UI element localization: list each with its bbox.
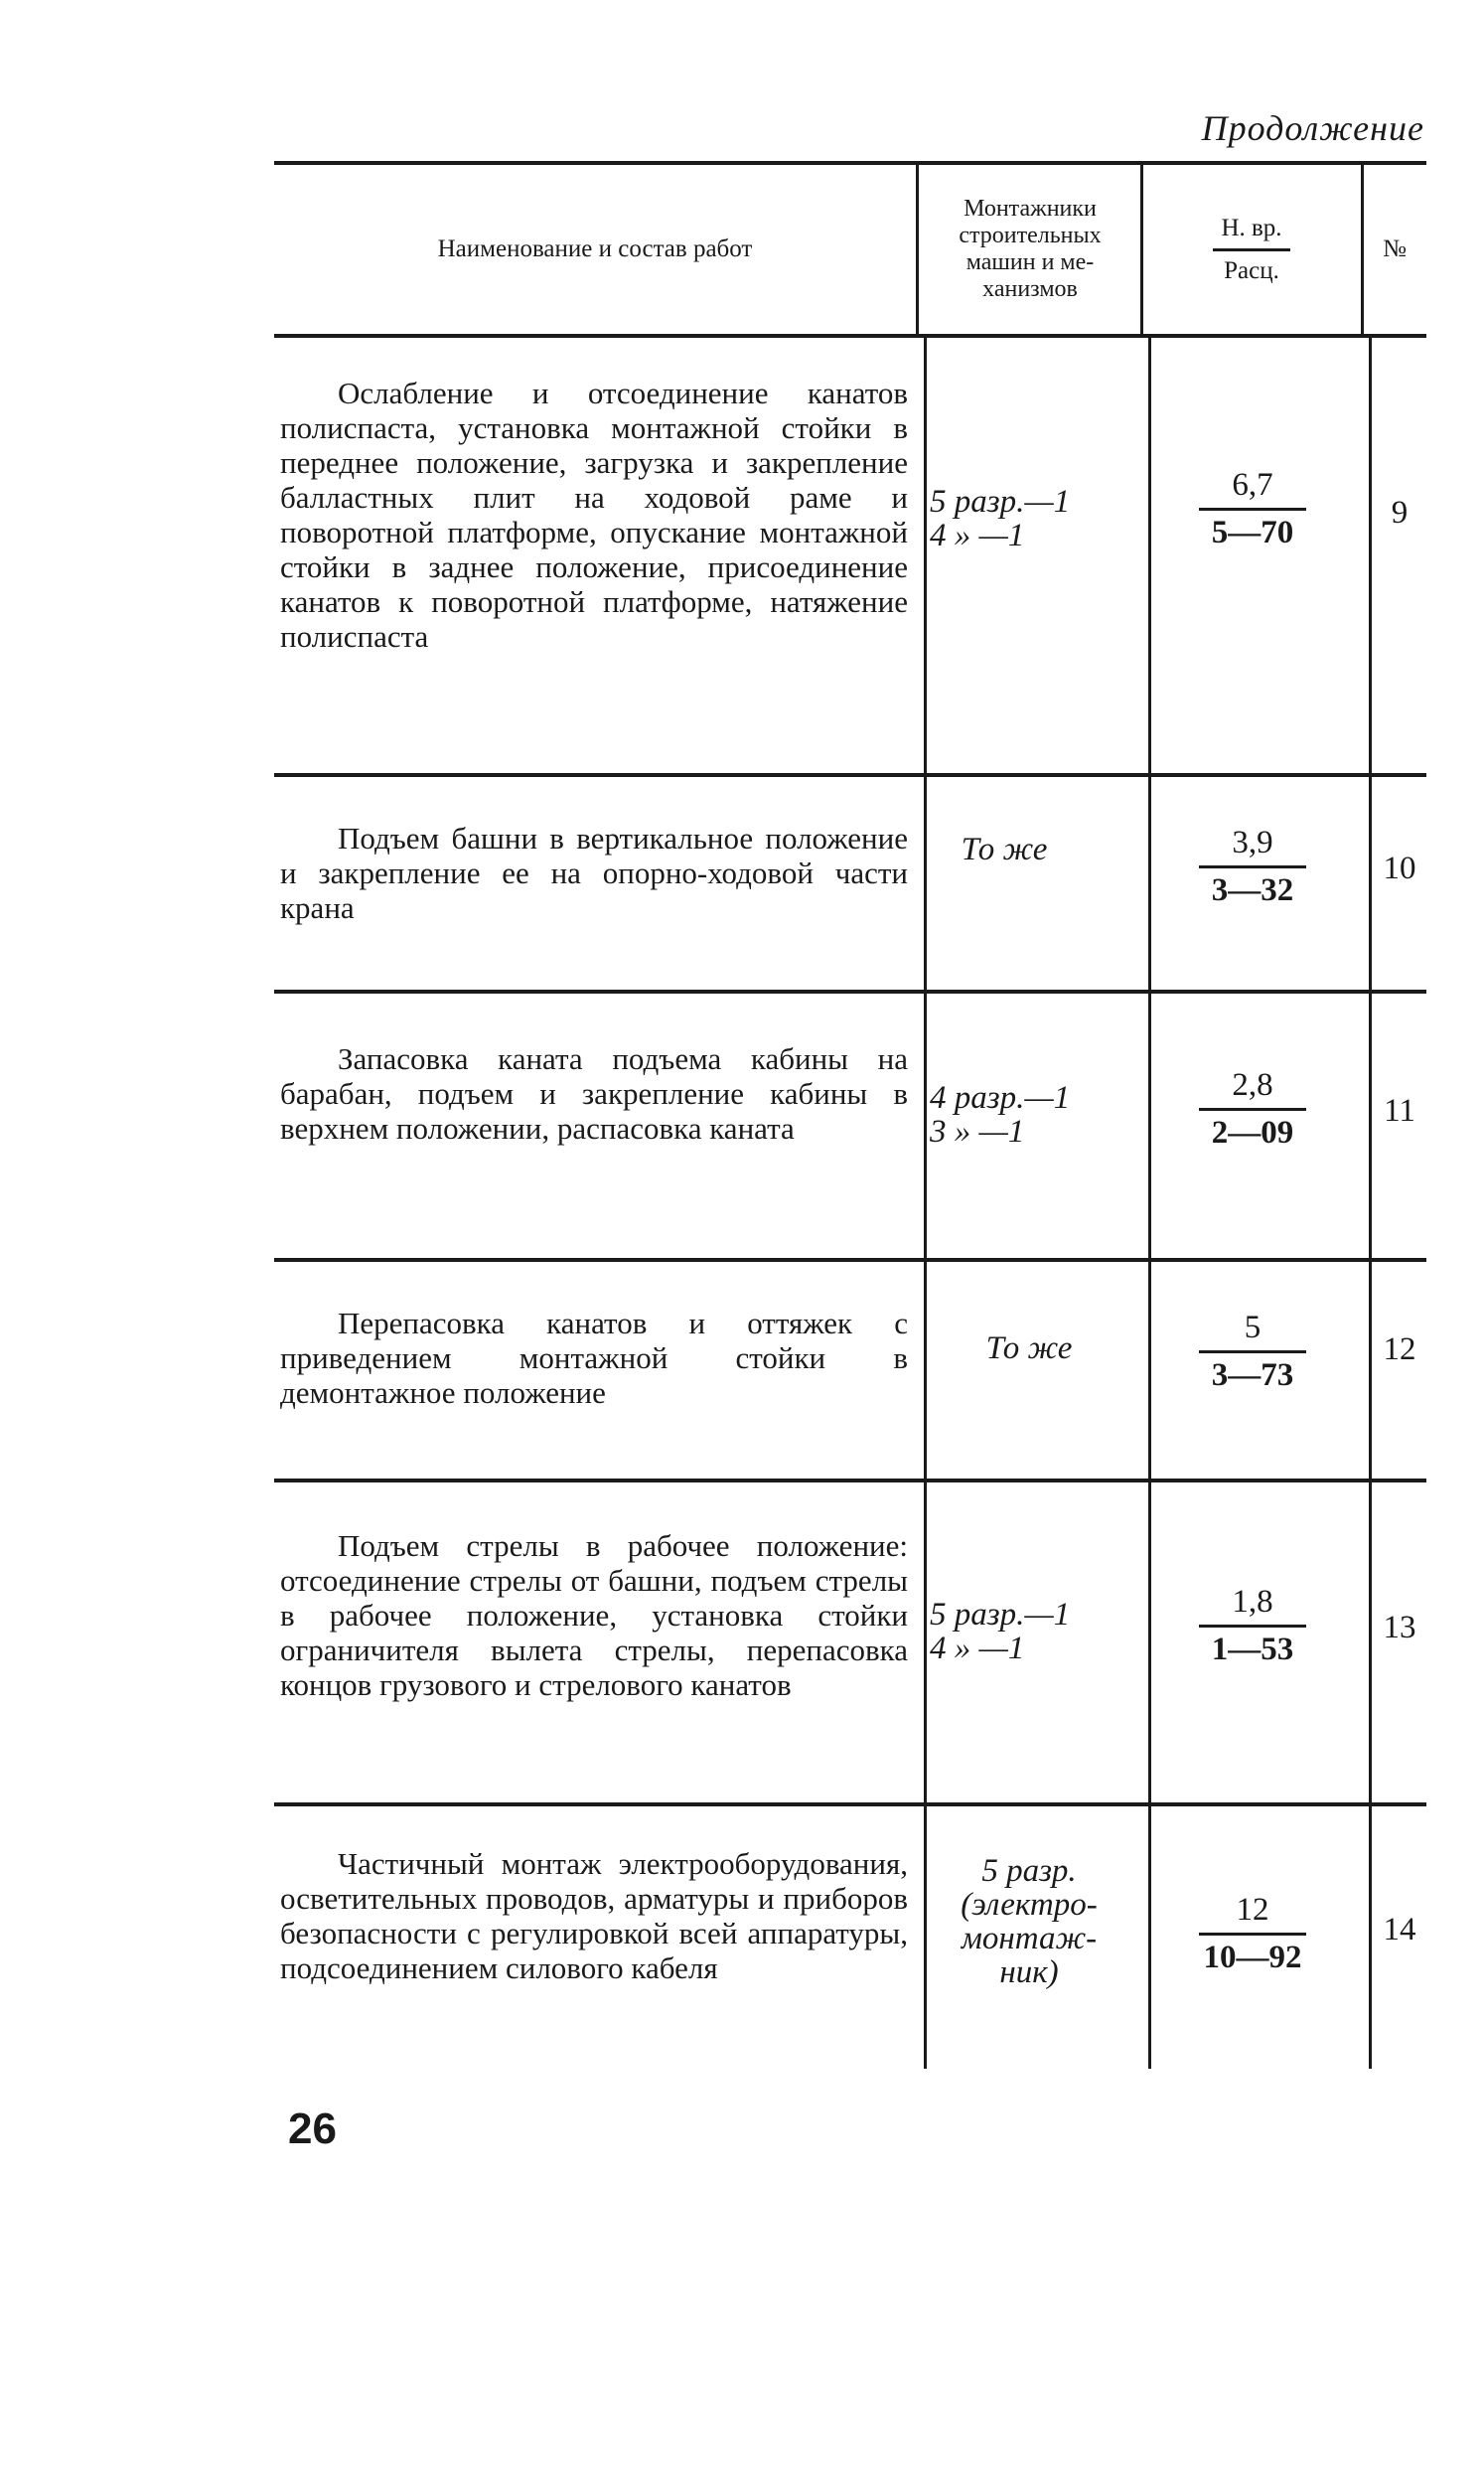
norm-time: 2,8 — [1199, 1067, 1306, 1111]
row-separator — [274, 1479, 1426, 1482]
row-number: 13 — [1383, 1610, 1416, 1645]
column-divider — [924, 338, 927, 2069]
norm-fraction — [1168, 1584, 1337, 1668]
column-header-norm-rate: Расц. — [1224, 256, 1279, 284]
work-description: Запасовка каната подъема кабины на барабан, подъем и закрепление кабины в верхнем положении, распасовка каната — [280, 1041, 908, 1146]
column-header-norm — [1144, 169, 1359, 330]
work-description: Частичный монтаж электрооборудования, осветительных проводов, арматуры и приборов безопасности с регулировкой всей аппаратуры, подсоединением силового кабеля — [280, 1846, 908, 1985]
work-description: Подъем башни в вертикальное положение и закрепление ее на опорно-ходовой части крана — [280, 821, 908, 925]
norm-rate: 10—92 — [1203, 1940, 1302, 1975]
norm-fraction — [1168, 1892, 1337, 1976]
norm-time: 12 — [1199, 1892, 1306, 1936]
header-divider — [1361, 165, 1364, 334]
row-separator — [274, 990, 1426, 994]
column-header-number: № — [1383, 235, 1407, 262]
row-number: 12 — [1383, 1331, 1416, 1367]
workers-grade: 5 разр.—1 4 » —1 — [930, 484, 1071, 553]
norm-rate: 3—32 — [1211, 872, 1294, 908]
norm-rate: 5—70 — [1211, 515, 1294, 550]
norm-time: 6,7 — [1199, 467, 1306, 511]
row-number: 14 — [1383, 1912, 1416, 1947]
row-number: 10 — [1383, 851, 1416, 886]
header-divider — [916, 165, 919, 334]
header-bottom-rule — [274, 334, 1426, 338]
row-separator — [274, 1258, 1426, 1262]
column-header-norm-time: Н. вр. — [1213, 215, 1289, 251]
row-separator — [274, 773, 1426, 777]
norm-rate: 1—53 — [1211, 1632, 1294, 1667]
workers-grade: 5 разр. (электро- монтаж- ник) — [961, 1853, 1098, 1990]
norm-fraction — [1168, 1067, 1337, 1152]
norm-fraction — [1168, 825, 1337, 909]
header-divider — [1140, 165, 1143, 334]
row-separator — [274, 1802, 1426, 1806]
norm-time: 3,9 — [1199, 825, 1306, 868]
page-number: 26 — [288, 2104, 337, 2153]
norm-fraction — [1168, 467, 1337, 551]
norm-fraction — [1168, 1310, 1337, 1394]
workers-grade: 5 разр.—1 4 » —1 — [930, 1597, 1071, 1666]
workers-grade: 4 разр.—1 3 » —1 — [930, 1080, 1071, 1150]
row-number: 9 — [1391, 495, 1409, 531]
column-header-name: Наименование и состав работ — [437, 235, 753, 262]
norm-rate: 3—73 — [1211, 1357, 1294, 1393]
continuation-label: Продолжение — [1201, 108, 1424, 148]
work-description: Перепасовка канатов и оттяжек с приведением монтажной стойки в демонтажное положение — [280, 1306, 908, 1410]
workers-grade: То же — [985, 1330, 1073, 1366]
column-header-workers: Монтажники строительных машин и ме- ханизмов — [959, 196, 1102, 302]
norm-rate: 2—09 — [1211, 1115, 1294, 1151]
table-top-rule — [274, 161, 1426, 165]
workers-grade: То же — [961, 832, 1048, 867]
norm-time: 5 — [1199, 1310, 1306, 1353]
column-divider — [1148, 338, 1151, 2069]
work-description: Подъем стрелы в рабочее положение: отсоединение стрелы от башни, подъем стрелы в рабочее положение, установка стойки ограничителя вылета стрелы, перепасовка концов грузового и стрелового канатов — [280, 1528, 908, 1702]
work-description: Ослабление и отсоединение канатов полиспаста, установка монтажной стойки в переднее положение, загрузка и закрепление балластных плит на ходовой раме и поворотной платформе, опускание монтажной стойки в заднее положение, присоединение канатов к поворотной платформе, натяжение полиспаста — [280, 376, 908, 654]
column-divider — [1369, 338, 1372, 2069]
norm-time: 1,8 — [1199, 1584, 1306, 1628]
row-number: 11 — [1384, 1093, 1415, 1129]
